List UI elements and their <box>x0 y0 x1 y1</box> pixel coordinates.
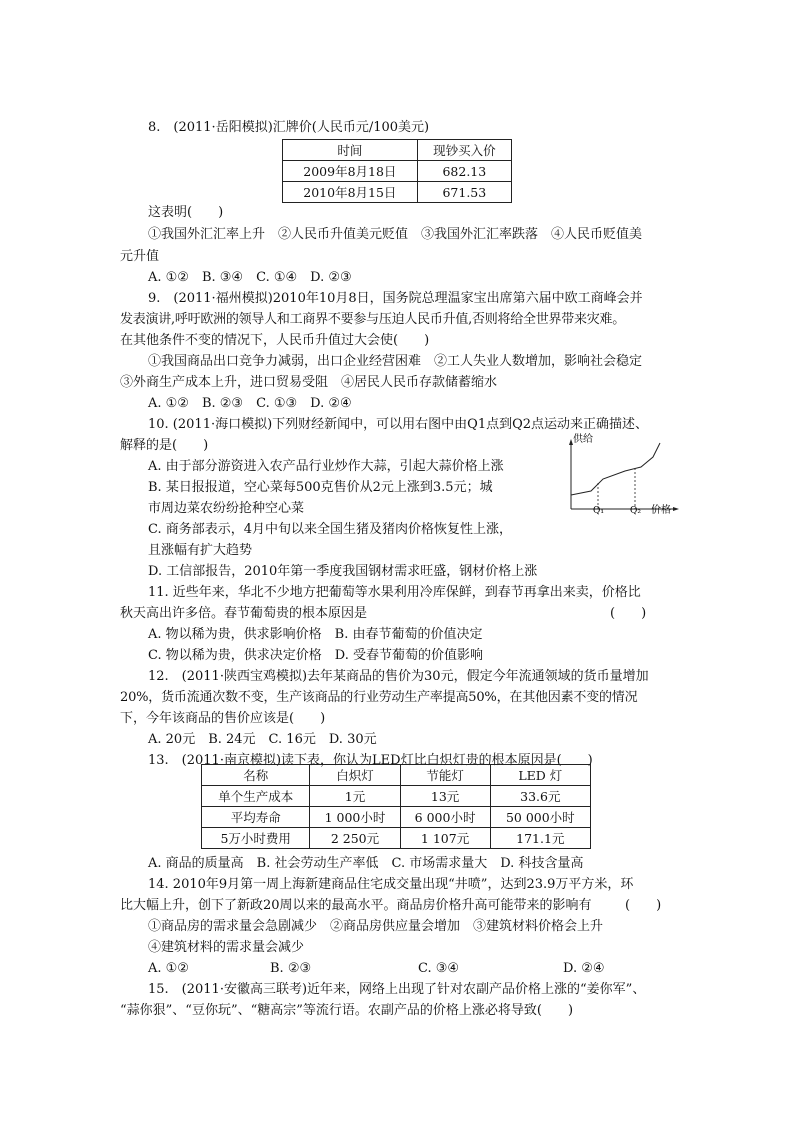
q11-answer-paren: ( ) <box>610 606 647 621</box>
table-cell: 171.1元 <box>490 828 590 849</box>
q13-stem: 13. (2011·南京模拟)读下表，你认为LED灯比白炽灯贵的根本原因是( ) <box>148 753 593 768</box>
q12-options: A. 20元 B. 24元 C. 16元 D. 30元 <box>148 732 377 747</box>
q13-options: A. 商品的质量高 B. 社会劳动生产率低 C. 市场需求量大 D. 科技含量高 <box>148 856 584 871</box>
q14-line: ①商品房的需求量会急剧减少 ②商品房供应量会增加 ③建筑材料价格会上升 <box>148 919 604 934</box>
q8-options: A. ①② B. ③④ C. ①④ D. ②③ <box>148 270 352 285</box>
q14-line: 14. 2010年9月第一周上海新建商品住宅成交量出现“井喷”，达到23.9万平方米，环 <box>148 877 634 892</box>
q14-line: ④建筑材料的需求量会减少 <box>148 940 305 955</box>
q9-line: 发表演讲,呼吁欧洲的领导人和工商界不要参与压迫人民币升值,否则将给全世界带来灾难。 <box>120 312 626 327</box>
table-header-row <box>202 765 591 786</box>
table-header-cell: 现钞买入价 <box>417 140 511 161</box>
q11-line: 秋天高出许多倍。春节葡萄贵的根本原因是 <box>120 606 368 621</box>
table-header-cell: 节能灯 <box>400 765 490 786</box>
table-header-row <box>283 140 512 161</box>
q11-options: A. 物以稀为贵，供求影响价格 B. 由春节葡萄的价值决定 <box>148 627 483 642</box>
q11-line: 11. 近些年来，华北不少地方把葡萄等水果利用冷库保鲜，到春节再拿出来卖，价格比 <box>148 585 641 600</box>
q14-option-c: C. ③④ <box>418 961 460 976</box>
q10-option-c: C. 商务部表示，4月中旬以来全国生猪及猪肉价格恢复性上涨， <box>148 522 513 537</box>
q2-label: Q₂ <box>630 506 641 515</box>
supply-price-chart <box>565 433 685 515</box>
table-header-cell: 名称 <box>202 765 310 786</box>
table-cell: 2010年8月15日 <box>283 182 418 203</box>
q14-answer-paren: ( ) <box>625 898 662 913</box>
q10-option-b: B. 某日报报道，空心菜每500克售价从2元上涨到3.5元；城 <box>148 480 493 495</box>
table-cell: 2 250元 <box>310 828 400 849</box>
table-header-cell: 时间 <box>283 140 418 161</box>
table-row <box>202 786 591 807</box>
table-header-cell: 白炽灯 <box>310 765 400 786</box>
table-cell: 682.13 <box>417 161 511 182</box>
table-cell: 平均寿命 <box>202 807 310 828</box>
q10-line: 解释的是( ) <box>120 438 209 453</box>
table-cell: 13元 <box>400 786 490 807</box>
q12-line: 下，今年该商品的售价应该是( ) <box>120 711 326 726</box>
q9-line: 9. (2011·福州模拟)2010年10月8日，国务院总理温家宝出席第六届中欧工商峰会并 <box>148 291 643 306</box>
x-axis-arrow <box>673 507 679 511</box>
table-cell: 单个生产成本 <box>202 786 310 807</box>
supply-curve <box>571 443 660 495</box>
q10-option-c-cont: 且涨幅有扩大趋势 <box>148 543 253 558</box>
q10-option-a: A. 由于部分游资进入农产品行业炒作大蒜，引起大蒜价格上涨 <box>148 459 504 474</box>
q8-line: 元升值 <box>120 249 160 264</box>
table-row <box>202 828 591 849</box>
q8-stem: 8. (2011·岳阳模拟)汇牌价(人民币元/100美元) <box>148 120 430 135</box>
table-row <box>202 807 591 828</box>
table-cell: 671.53 <box>417 182 511 203</box>
table-cell: 50 000小时 <box>490 807 590 828</box>
table-cell: 1元 <box>310 786 400 807</box>
table-header-cell: LED 灯 <box>490 765 590 786</box>
table-cell: 6 000小时 <box>400 807 490 828</box>
q1-label: Q₁ <box>593 506 604 515</box>
table-cell: 1 107元 <box>400 828 490 849</box>
q14-option-d: D. ②④ <box>563 961 605 976</box>
q10-option-d: D. 工信部报告，2010年第一季度我国钢材需求旺盛，钢材价格上涨 <box>148 564 538 579</box>
q9-line: 在其他条件不变的情况下，人民币升值过大会使( ) <box>120 333 430 348</box>
table-row <box>283 182 512 203</box>
table-cell: 5万小时费用 <box>202 828 310 849</box>
q8-table <box>282 139 512 203</box>
table-cell: 2009年8月18日 <box>283 161 418 182</box>
q15-line: “蒜你狠”、“豆你玩”、“糖高宗”等流行语。农副产品的价格上涨必将导致( ) <box>120 1003 574 1018</box>
table-cell: 1 000小时 <box>310 807 400 828</box>
q12-line: 12. (2011·陕西宝鸡模拟)去年某商品的售价为30元，假定今年流通领域的货币量增加 <box>148 669 649 684</box>
q8-line: ①我国外汇汇率上升 ②人民币升值美元贬值 ③我国外汇汇率跌落 ④人民币贬值美 <box>148 227 643 242</box>
q14-option-a: A. ①② <box>148 961 189 976</box>
q11-options: C. 物以稀为贵，供求决定价格 D. 受春节葡萄的价值影响 <box>148 648 483 663</box>
table-cell: 33.6元 <box>490 786 590 807</box>
q12-line: 20%，货币流通次数不变，生产该商品的行业劳动生产率提高50%，在其他因素不变的情况 <box>120 690 638 705</box>
q10-line: 10. (2011·海口模拟)下列财经新闻中，可以用右图中由Q1点到Q2点运动来正确描述、 <box>148 417 649 432</box>
table-row <box>283 161 512 182</box>
q14-line: 比大幅上升，创下了新政20周以来的最高水平。商品房价格升高可能带来的影响有 <box>120 898 592 913</box>
x-axis-label: 价格 <box>651 505 671 515</box>
q13-table <box>201 764 591 849</box>
q15-line: 15. (2011·安徽高三联考)近年来，网络上出现了针对农副产品价格上涨的“姜你军”、 <box>148 982 646 997</box>
q9-options: A. ①② B. ②③ C. ①③ D. ②④ <box>148 396 352 411</box>
q14-option-b: B. ②③ <box>270 961 312 976</box>
q8-line: 这表明( ) <box>148 205 224 220</box>
q9-line: ①我国商品出口竞争力减弱，出口企业经营困难 ②工人失业人数增加，影响社会稳定 <box>148 354 643 369</box>
y-axis-label: 供给 <box>573 434 593 445</box>
q9-line: ③外商生产成本上升，进口贸易受阻 ④居民人民币存款储蓄缩水 <box>120 375 498 390</box>
q10-option-b-cont: 市周边菜农纷纷抢种空心菜 <box>148 501 305 516</box>
